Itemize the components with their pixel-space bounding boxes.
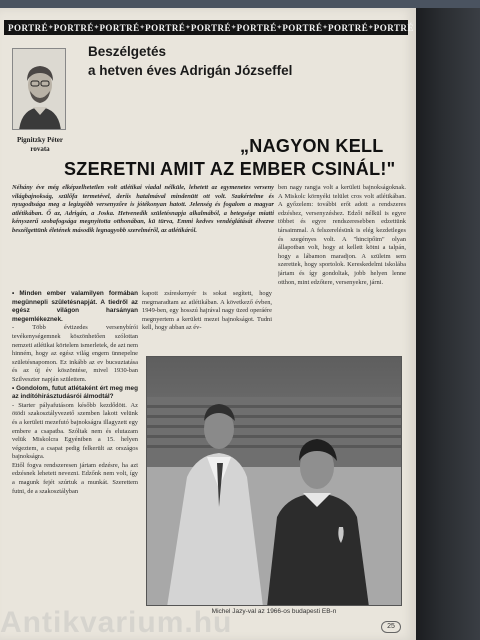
desk-background — [0, 0, 480, 8]
section-label: PORTRÉ — [190, 22, 232, 33]
separator-icon: ✦ — [93, 25, 100, 31]
photo-image — [147, 357, 402, 606]
watermark-text: Antikvarium.hu — [0, 606, 233, 639]
section-label: PORTRÉ — [328, 22, 369, 33]
page-number: 25 — [381, 621, 401, 633]
answer-paragraph: - Starter pályafutásom később kezdődött. Az ötödi szakosztályvezető szemben lakott velünk és a kerületi mezefutó bajnokságra illagyzett egy embere a csapatba. Szóltak nem és elutazam velük Miskolcra Egyéniben a 15. helyen végeztem, a csapat pedig felkerült az országos bajnokságra. — [12, 401, 138, 461]
portrait-caption — [6, 136, 74, 154]
separator-icon: ✦ — [185, 25, 191, 31]
article-photo — [146, 356, 402, 606]
article-headline — [88, 42, 408, 80]
portrait-image — [13, 49, 66, 130]
section-label: PORTRÉ — [8, 22, 49, 33]
section-label: PORTRÉ — [145, 22, 186, 33]
separator-icon: ✦ — [368, 25, 374, 31]
right-column-text: ben nagy rangja volt a kerületi bajnokságoknak. A Miskolc környéki telület cros volt atlétikában. A győzelem: további erőt adott a rendszeres edzéshez, versenyzéshez. Edzői nélkül is egyre többet és egyre rendszeresebben edzettünk társaimmal. A felszerelésünk is elég kezdetleges és szegényes volt. A "hincipőim" olyan állapotban volt, hogy at kellett kötni a talpán, hogy a lábamon maradjon. A szüleim sem szerettek, hogy sportolok. Kereskedelmi iskolába jártam és így gondoltak, jobb helyen lenne otthon, mint edzőtere, versenyekre, járni. — [278, 184, 406, 286]
section-label: PORTRÉ — [99, 22, 140, 33]
separator-icon: ✦ — [276, 25, 283, 31]
separator-icon: ✦ — [322, 25, 329, 31]
section-label: PORTRÉ — [373, 22, 414, 33]
separator-icon: ✦ — [231, 25, 237, 31]
question-paragraph: • Minden ember valamilyen formában megünnepli születésnapját. A tiedről az egész világon harsányan megemlékeznek. — [12, 290, 138, 323]
separator-icon: ✦ — [48, 25, 54, 31]
answer-paragraph: Ettől fogva rendszeresen jártam edzésre, ha azt edzésnek lehetett nevezni. Edzőnk nem volt, így a magunk fejét szúrtuk a munkát. Szerettem futni, de a szakosztályban — [12, 461, 138, 495]
left-column-text — [12, 290, 138, 606]
question-paragraph: • Gondolom, futut atlétaként ért meg meg az indítóhirásztudásrói álmodtál? — [12, 384, 138, 401]
headline-line: a hetven éves Adrigán Józseffel — [88, 63, 293, 78]
answer-paragraph: - Több évtizedes versenybírói tevékenységemnek köszönhetően szólottan nemzeti atlétikai körtelem ismerletek, de azt nem hinném, hogy az egész világ engem ünnepelne születésnapomon. Ez inkább az ev bucsuztatása és az új év köszöntése, mivel 1930-ban Szilveszter napján születtem. — [12, 324, 138, 383]
pull-quote — [64, 135, 410, 181]
book-spine-edge — [416, 8, 480, 640]
middle-column-text: kapott zsíreskenyér is sokat segített, hogy megmaradtam az atlétikában. A következő évben, 1949-ben, egy hosszú hajrával nagy üzed operáére megnyertem a kerületi mezei bajnokságot. Tudni kell, hogy abban az év- — [142, 290, 272, 332]
caption-role: rovata — [30, 145, 50, 153]
section-label: PORTRÉ — [236, 22, 277, 33]
caption-name: Pignitzky Péter — [16, 136, 64, 144]
section-header-bar — [4, 20, 414, 35]
section-label: PORTRÉ — [53, 22, 94, 33]
author-portrait — [12, 48, 66, 130]
photo-caption: Michel Jazy-val az 1966-os budapesti EB-n — [211, 608, 337, 615]
intro-paragraph: Néhány éve még elképzelhetetlen volt atlétikai viadal nélküle, lehetett az egymenetes verseny világbajnokság, szülőfa termetével, deriis hatalmával mindenütt ott volt. Szakértelme és nyugodtsága meg a legizgóbb versenyzőre is jótékonyan hatott. Jelenség és fogalom a magyar atlétikában. Ő az, Adrigán, a Joska. Hetvenedik születésnapja alkalmából, a betegsége miatti kényszerű szobafogsága megnyitotta otthonában, kü türva, Emmi kedves vendéglátását élvezve beszélgettünk életének második legnagyobb szerelméről, az atlétikáról. — [12, 184, 274, 234]
quote-line: SZERETNI AMIT AZ EMBER CSINÁL!" — [64, 159, 396, 179]
separator-icon: ✦ — [139, 25, 146, 31]
quote-line: „NAGYON KELL — [240, 136, 384, 156]
headline-line: Beszélgetés — [88, 44, 167, 59]
section-label: PORTRÉ — [282, 22, 323, 33]
